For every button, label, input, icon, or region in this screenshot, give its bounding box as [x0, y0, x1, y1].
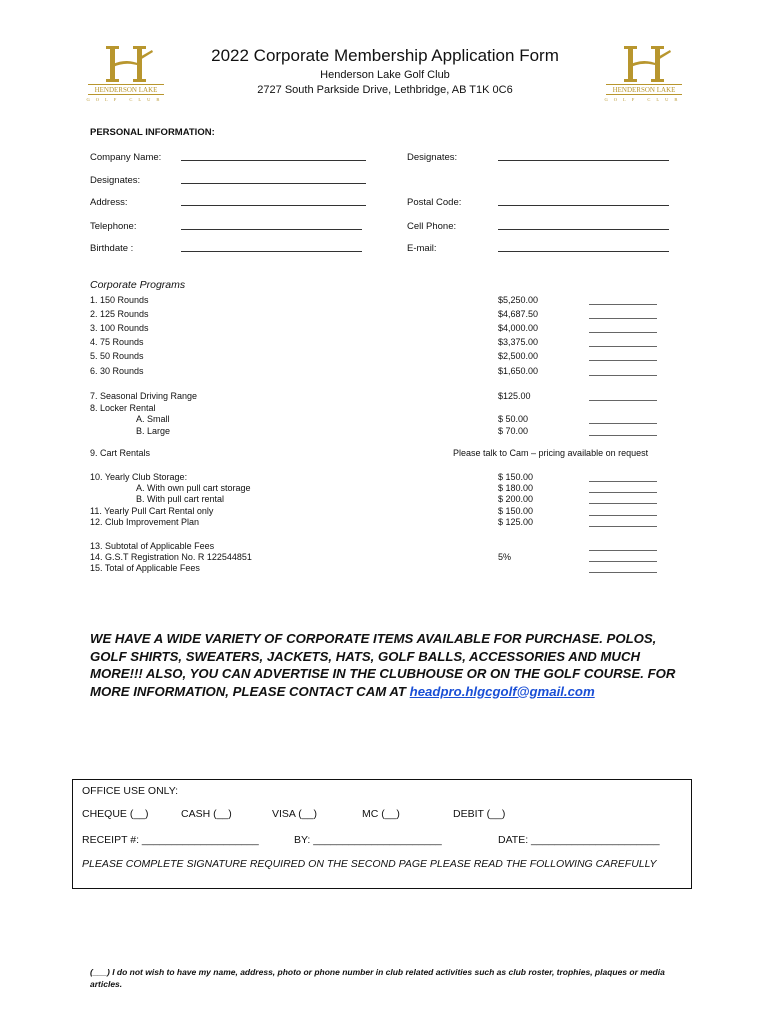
with-cart-item: B. With pull cart rental: [136, 494, 225, 504]
subtotal-blank[interactable]: [589, 550, 657, 551]
company-label: Company Name:: [90, 152, 162, 163]
own-cart-item: A. With own pull cart storage: [136, 483, 251, 493]
locker-large-price: $ 70.00: [498, 426, 529, 436]
extra-price: $ 200.00: [498, 494, 534, 504]
address-label: Address:: [90, 197, 128, 208]
locker-large-blank[interactable]: [589, 435, 657, 436]
cell-label: Cell Phone:: [407, 221, 457, 232]
logo-text-bottom: GOLF CLUB: [86, 97, 166, 102]
svg-text:HENDERSON LAKE: HENDERSON LAKE: [612, 86, 676, 94]
privacy-opt-out[interactable]: (___) I do not wish to have my name, address, photo or phone number in club related activities such as club roster, trophies, plaques or media articles.: [90, 967, 665, 989]
program-blank[interactable]: [589, 375, 657, 376]
email-label: E-mail:: [407, 243, 437, 254]
own-cart-blank[interactable]: [589, 492, 657, 493]
improvement-blank[interactable]: [589, 526, 657, 527]
telephone-field[interactable]: [181, 229, 362, 230]
locker-rental-item: 8. Locker Rental: [90, 403, 156, 413]
program-item: 5. 50 Rounds: [90, 351, 144, 361]
program-blank[interactable]: [589, 304, 657, 305]
storage-price: $ 150.00: [498, 472, 534, 482]
visa-option[interactable]: VISA (__): [272, 808, 317, 820]
with-cart-blank[interactable]: [589, 503, 657, 504]
total-item: 15. Total of Applicable Fees: [90, 563, 200, 573]
pull-cart-price: $ 150.00: [498, 506, 534, 516]
cheque-option[interactable]: CHEQUE (__): [82, 808, 149, 820]
gst-item: 14. G.S.T Registration No. R 122544851: [90, 552, 252, 562]
driving-range-blank[interactable]: [589, 400, 657, 401]
telephone-label: Telephone:: [90, 221, 137, 232]
program-price: $5,250.00: [498, 295, 539, 305]
pull-cart-blank[interactable]: [589, 515, 657, 516]
program-blank[interactable]: [589, 360, 657, 361]
subtotal-item: 13. Subtotal of Applicable Fees: [90, 541, 215, 551]
postal-label: Postal Code:: [407, 197, 462, 208]
locker-large-item: B. Large: [136, 426, 171, 436]
designates-field-right[interactable]: [498, 160, 669, 161]
locker-small-price: $ 50.00: [498, 414, 529, 424]
club-storage-item: 10. Yearly Club Storage:: [90, 472, 188, 482]
cart-rentals-item: 9. Cart Rentals: [90, 448, 151, 458]
cash-option[interactable]: CASH (__): [181, 808, 232, 820]
program-blank[interactable]: [589, 332, 657, 333]
gst-rate: 5%: [498, 552, 512, 562]
by-field[interactable]: BY: ______________________: [294, 834, 442, 846]
receipt-field[interactable]: RECEIPT #: ____________________: [82, 834, 259, 846]
program-price: $3,375.00: [498, 337, 539, 347]
cell-field[interactable]: [498, 229, 669, 230]
promo-paragraph: [90, 630, 690, 700]
designates-label: Designates:: [90, 175, 141, 186]
club-address: 2727 South Parkside Drive, Lethbridge, AB T1K 0C6: [257, 84, 513, 96]
program-item: 6. 30 Rounds: [90, 366, 144, 376]
locker-small-blank[interactable]: [589, 423, 657, 424]
form-title: 2022 Corporate Membership Application Form: [211, 46, 559, 65]
gst-blank[interactable]: [589, 561, 657, 562]
program-item: 2. 125 Rounds: [90, 309, 149, 319]
program-item: 4. 75 Rounds: [90, 337, 144, 347]
with-cart-price: $ 180.00: [498, 483, 534, 493]
program-blank[interactable]: [589, 346, 657, 347]
form-header: [150, 46, 620, 98]
locker-small-item: A. Small: [136, 414, 170, 424]
debit-option[interactable]: DEBIT (__): [453, 808, 506, 820]
program-item: 1. 150 Rounds: [90, 295, 149, 305]
office-use-box: [72, 779, 692, 889]
designates-field[interactable]: [181, 183, 366, 184]
date-field[interactable]: DATE: ______________________: [498, 834, 660, 846]
address-field[interactable]: [181, 205, 366, 206]
birthdate-label: Birthdate :: [90, 243, 134, 254]
storage-blank[interactable]: [589, 481, 657, 482]
program-price: $4,000.00: [498, 323, 539, 333]
mc-option[interactable]: MC (__): [362, 808, 400, 820]
email-field[interactable]: [498, 251, 669, 252]
program-price: $2,500.00: [498, 351, 539, 361]
program-blank[interactable]: [589, 318, 657, 319]
club-name: Henderson Lake Golf Club: [320, 69, 450, 81]
pull-cart-item: 11. Yearly Pull Cart Rental only: [90, 506, 214, 516]
logo-text-top: HENDERSON LAKE: [94, 86, 158, 94]
programs-heading: Corporate Programs: [90, 279, 186, 291]
promo-text: WE HAVE A WIDE VARIETY OF CORPORATE ITEMS AVAILABLE FOR PURCHASE. POLOS, GOLF SHIRTS, SWEATERS, JACKETS, HATS, GOLF BALLS, ACCESSORIES AND MUCH MORE!!! ALSO, YOU CAN ADVERTISE IN THE CLUBHOUSE OR ON THE GOLF COURSE. FOR MORE INFORMATION, PLEASE CONTACT CAM AT: [90, 631, 676, 699]
driving-range-price: $125.00: [498, 391, 531, 401]
program-price: $1,650.00: [498, 366, 539, 376]
signature-notice: PLEASE COMPLETE SIGNATURE REQUIRED ON THE SECOND PAGE PLEASE READ THE FOLLOWING CAREFULLY: [82, 858, 657, 870]
driving-range-item: 7. Seasonal Driving Range: [90, 391, 198, 401]
improvement-item: 12. Club Improvement Plan: [90, 517, 200, 527]
total-blank[interactable]: [589, 572, 657, 573]
contact-email-link[interactable]: headpro.hlgcgolf@gmail.com: [409, 683, 595, 699]
office-heading: OFFICE USE ONLY:: [82, 785, 179, 797]
cart-rentals-note: Please talk to Cam – pricing available on request: [453, 448, 649, 458]
improvement-price: $ 125.00: [498, 517, 534, 527]
company-field[interactable]: [181, 160, 366, 161]
personal-heading: PERSONAL INFORMATION:: [90, 127, 215, 138]
designates-label-right: Designates:: [407, 152, 458, 163]
program-price: $4,687.50: [498, 309, 539, 319]
birthdate-field[interactable]: [181, 251, 362, 252]
postal-field[interactable]: [498, 205, 669, 206]
svg-text:GOLF CLUB: GOLF CLUB: [604, 97, 684, 102]
program-item: 3. 100 Rounds: [90, 323, 149, 333]
